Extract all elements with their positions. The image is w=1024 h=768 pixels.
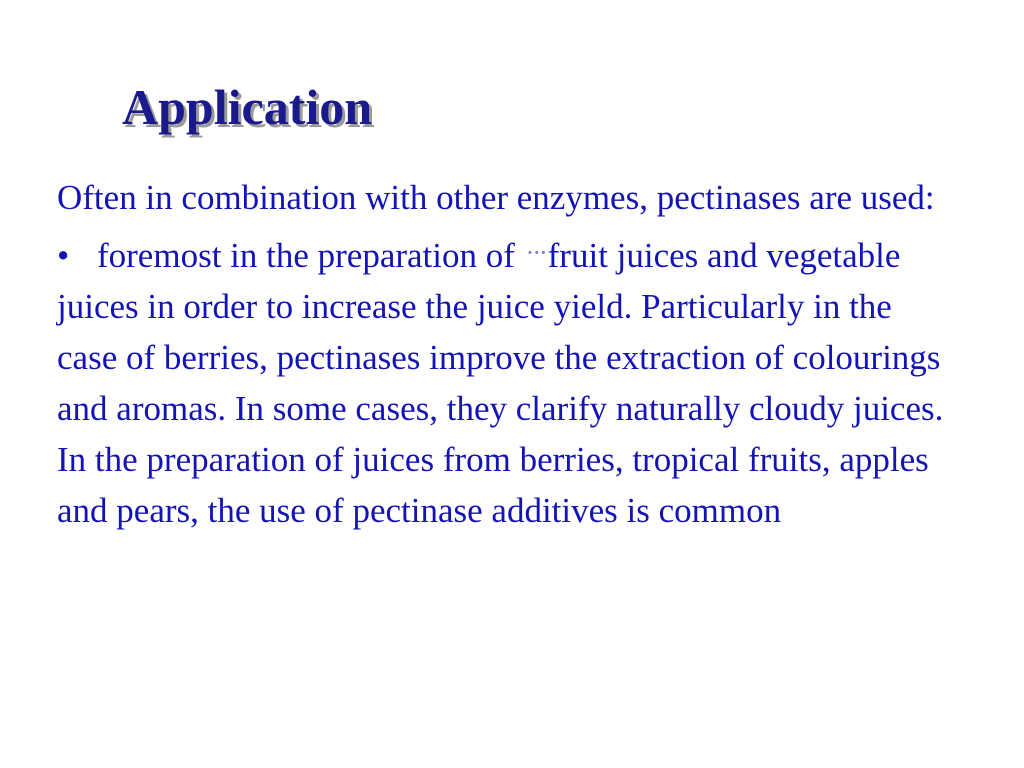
intro-text: Often in combination with other enzymes, pectinases are used: [57, 178, 935, 217]
slide-body [57, 172, 957, 536]
bullet-item [57, 227, 957, 536]
slide-title: Application [122, 79, 373, 135]
bullet-rest-text: fruit juices and vegetable juices in order to increase the juice yield. Particularly in the case of berries, pectinases improve the extraction of colourings and aromas. In some cases, they clarify naturally cloudy juices. In the preparation of juices from berries, tropical fruits, apples and pears, the use of pectinase additives is common [57, 236, 944, 530]
dotted-marks: ··· [525, 238, 546, 267]
bullet-lead-text: foremost in the preparation of [97, 236, 515, 275]
bullet-icon: • [57, 236, 70, 275]
